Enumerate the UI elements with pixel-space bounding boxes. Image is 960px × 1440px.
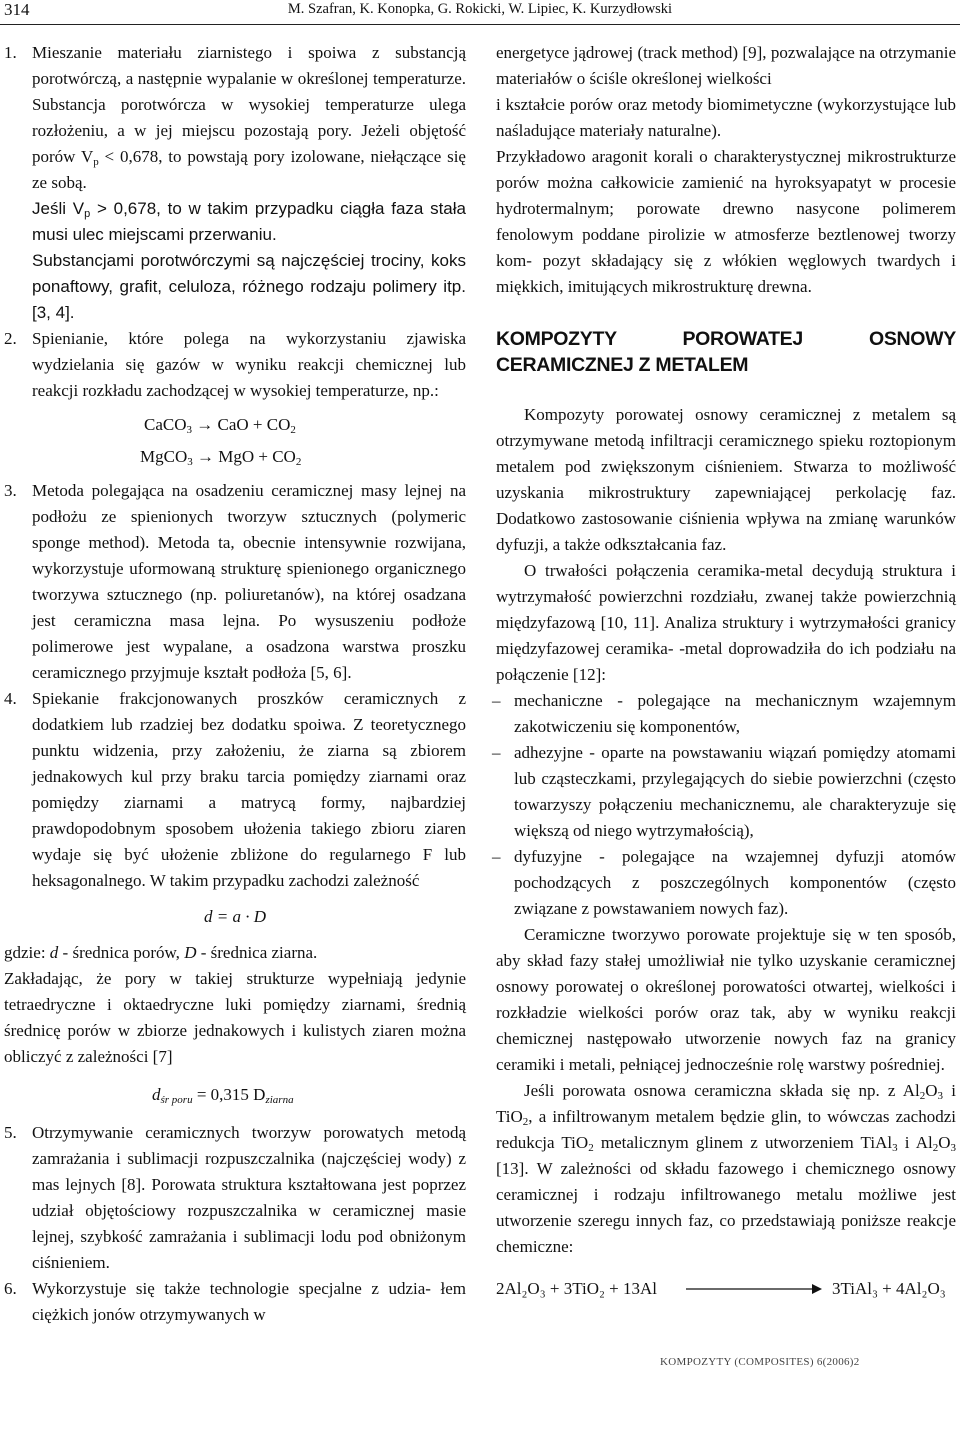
list-item-1: 1. Mieszanie materiału ziarnistego i spoiwa z substancją porotwórczą, a następnie wypalanie w określonej temperaturze. Substancja porotwórcza w wysokiej temperaturze ulega rozłożeniu, a w jej miejscu pozostają pory. Jeżeli objętość porów $V_p < 0,678$, to powstają pory izolowane, niełączące się ze sobą. [4,40,466,196]
section-heading: KOMPOZYTY POROWATEJ OSNOWY CERAMICZNEJ Z METALEM [496,328,956,376]
reaction-lhs: 2Al₂O₃ + 3TiO₂ + 13Al [496,1279,658,1298]
list-item-1-porogens: Substancjami porotwórczymi są najczęściej trociny, koks ponaftowy, grafit, celuloza, różnego rodzaju polimery itp. [3, 4]. [32,251,466,322]
reaction-arrow-icon [684,1280,824,1298]
paragraph-biomimetic: i kształcie porów oraz metody biomimetyczne (wykorzystujące lub naśladujące materiały naturalne). [496,95,956,140]
equation-pore-diameter: $d_{śr poru} = 0,315$ $D_{ziarna}$ [152,1085,294,1106]
bullet-diffusion: – dyfuzyjne - polegające na wzajemnej dyfuzji atomów pochodzących z poszczególnych komponentów (często związane z powstawaniem nowych faz). [492,847,956,918]
paragraph-al2o3-tio2: Jeśli porowata osnowa ceramiczna składa się np. z $Al_2O_3$ i TiO$_2$, a infiltrowanym metalem będzie glin, to wówczas zachodzi redukcja TiO$_2$ metalicznym glinem z utworzeniem TiAl$_3$ i $Al_2O_3$ [13]. W zależności od składu fazowego i chemicznego osnowy ceramicznej i rodzaju infiltrowanego metalu możliwe jest utworzenie szeregu innych faz, co przedstawiają poniższe reakcje chemiczne: [496,1081,956,1256]
paragraph-track-method: energetyce jądrowej (track method) [9], pozwalające na otrzymanie materiałów o ściśle określonej wielkości [496,43,956,88]
journal-footer: KOMPOZYTY (COMPOSITES) 6(2006)2 [660,1356,860,1368]
running-head-authors: M. Szafran, K. Konopka, G. Rokicki, W. Lipiec, K. Kurzydłowski [287,1,673,17]
bullet-adhesive: – adhezyjne - oparte na powstawaniu wiązań pomiędzy atomami lub cząsteczkami, przylegających do siebie powierzchni (często towarzyszy połączeniu mechanicznemu, ale charakteryzuje się większą od niego wytrzymałością), [492,743,956,840]
paragraph-interface: O trwałości połączenia ceramika-metal decydują struktura i wytrzymałość powierzchni rozdziału, zwanej także powierzchnią międzyfazową [10, 11]. Analiza struktury i wytrzymałości granicy międzyfazowej ceramika- -metal doprowadziła do ich podziału na połączenie [12]: [496,561,956,684]
list-item-1-sans: Jeśli $V_p > 0,678$, to w takim przypadku ciągła faza stała musi ulec miejscami przerwaniu. [32,199,466,244]
list-item-6: 6. Wykorzystuje się także technologie specjalne z udzia- łem ciężkich jonów otrzymywanych w [4,1279,466,1324]
paragraph-aragonite: Przykładowo aragonit korali o charakterystycznej mikrostrukturze porów można całkowicie zamienić na hyroksyapatyt w procesie hydrotermalnym; porowate drewno nasycone polimerem fenolowym poddane pirolizie w atmosferze beztlenowej tworzy kom- pozyt składający się z włókien węglowych twardych i miękkich, imitujących mikrostrukturę drewna. [496,147,956,296]
page-header [0,0,960,22]
right-column [492,40,956,1304]
assumption-paragraph: Zakładając, że pory w takiej strukturze wypełniają jedynie tetraedryczne i oktaedryczne luki pomiędzy ziarnami, średnią średnicę porów w zbiorze jednakowych i kulistych ziaren można obliczyć z zależności [7] [4,969,466,1066]
paragraph-design: Ceramiczne tworzywo porowate projektuje się w ten sposób, aby skład fazy stałej umożliwiał nie tylko uzyskanie ceramicznej osnowy porowatej o określonej porowatości otwartej, wielkości i rozkładzie wielkości porów oraz tak, aby w wyniku reakcji chemicznej następowało utworzenie nowych faz na granicy ceramiki i metali, pełniącej jednocześnie rolę warstwy pośredniej. [496,925,956,1074]
reaction-rhs: 3TiAl₃ + 4Al₂O₃ [832,1279,946,1298]
equation-mgco3: MgCO$_3$ → MgO + $CO_2$ [140,447,302,468]
list-item-5: 5. Otrzymywanie ceramicznych tworzyw porowatych metodą zamrażania i sublimacji rozpuszczalnika (najczęściej wody) z mas lejnych [8]. Porowata struktura kształtowana jest poprzez udział objętościowy rozpuszczalnika w ceramicznej masie lejnej, szybkość zamrażania i sublimacji lodu pod obniżonym ciśnieniem. [4,1123,466,1272]
where-clause: gdzie: d - średnica porów, D - średnica ziarna. [4,943,318,962]
list-number: 1. [4,43,17,62]
header-rule [0,24,960,25]
list-item-4: 4. Spiekanie frakcjonowanych proszków ceramicznych z dodatkiem lub rzadziej bez dodatku spoiwa. Z teoretycznego punktu widzenia, przy założeniu, że ziarna są zbiorem jednakowych kul przy braku tarcia pomiędzy ziarnami oraz pomiędzy ziarnami a matrycą formy, najbardziej prawdopodobnym sposobem ułożenia takiego zbioru ziaren wydaje się być ułożenie zbliżone do regularnego F lub heksagonalnego. W takim przypadku zachodzi zależność [4,689,466,890]
list-item-2: 2. Spienianie, które polega na wykorzystaniu zjawiska wydzielania się gazów w wyniku reakcji chemicznej lub reakcji rozkładu zachodzącej w wysokiej temperaturze, np.: [4,329,466,400]
equation-caco3: CaCO$_3$ → CaO + $CO_2$ [144,415,296,436]
equation-d-aD: d = a · D [204,907,266,926]
left-column [4,40,466,1328]
reaction-equation [496,1274,956,1304]
list-item-3: 3. Metoda polegająca na osadzeniu ceramicznej masy lejnej na podłożu ze spienionych tworzyw sztucznych (polymeric sponge method). Metoda ta, obecnie intensywnie rozwijana, wykorzystuje uformowaną strukturę spienionego organicznego tworzywa sztucznego (np. poliuretanów), na której osadzana jest ceramiczna masa lejna. Po wysuszeniu podłoże polimerowe jest wypalane, a osadzona warstwa proszku ceramicznego przyjmuje kształt podłoża [5, 6]. [4,481,466,682]
bullet-mechanical: – mechaniczne - polegające na mechanicznym wzajemnym zakotwiczeniu się komponentów, [492,691,956,736]
page-number: 314 [4,0,30,19]
paragraph-infiltration: Kompozyty porowatej osnowy ceramicznej z metalem są otrzymywane metodą infiltracji ceramicznego spieku roztopionym metalem pod zwiększonym ciśnieniem. Stwarza to możliwość uzyskania mikrostruktury zapewniającej perkolację faz. Dodatkowo zastosowanie ciśnienia wpływa na zmianę warunków dyfuzji, a także odkształcania faz. [496,405,956,554]
